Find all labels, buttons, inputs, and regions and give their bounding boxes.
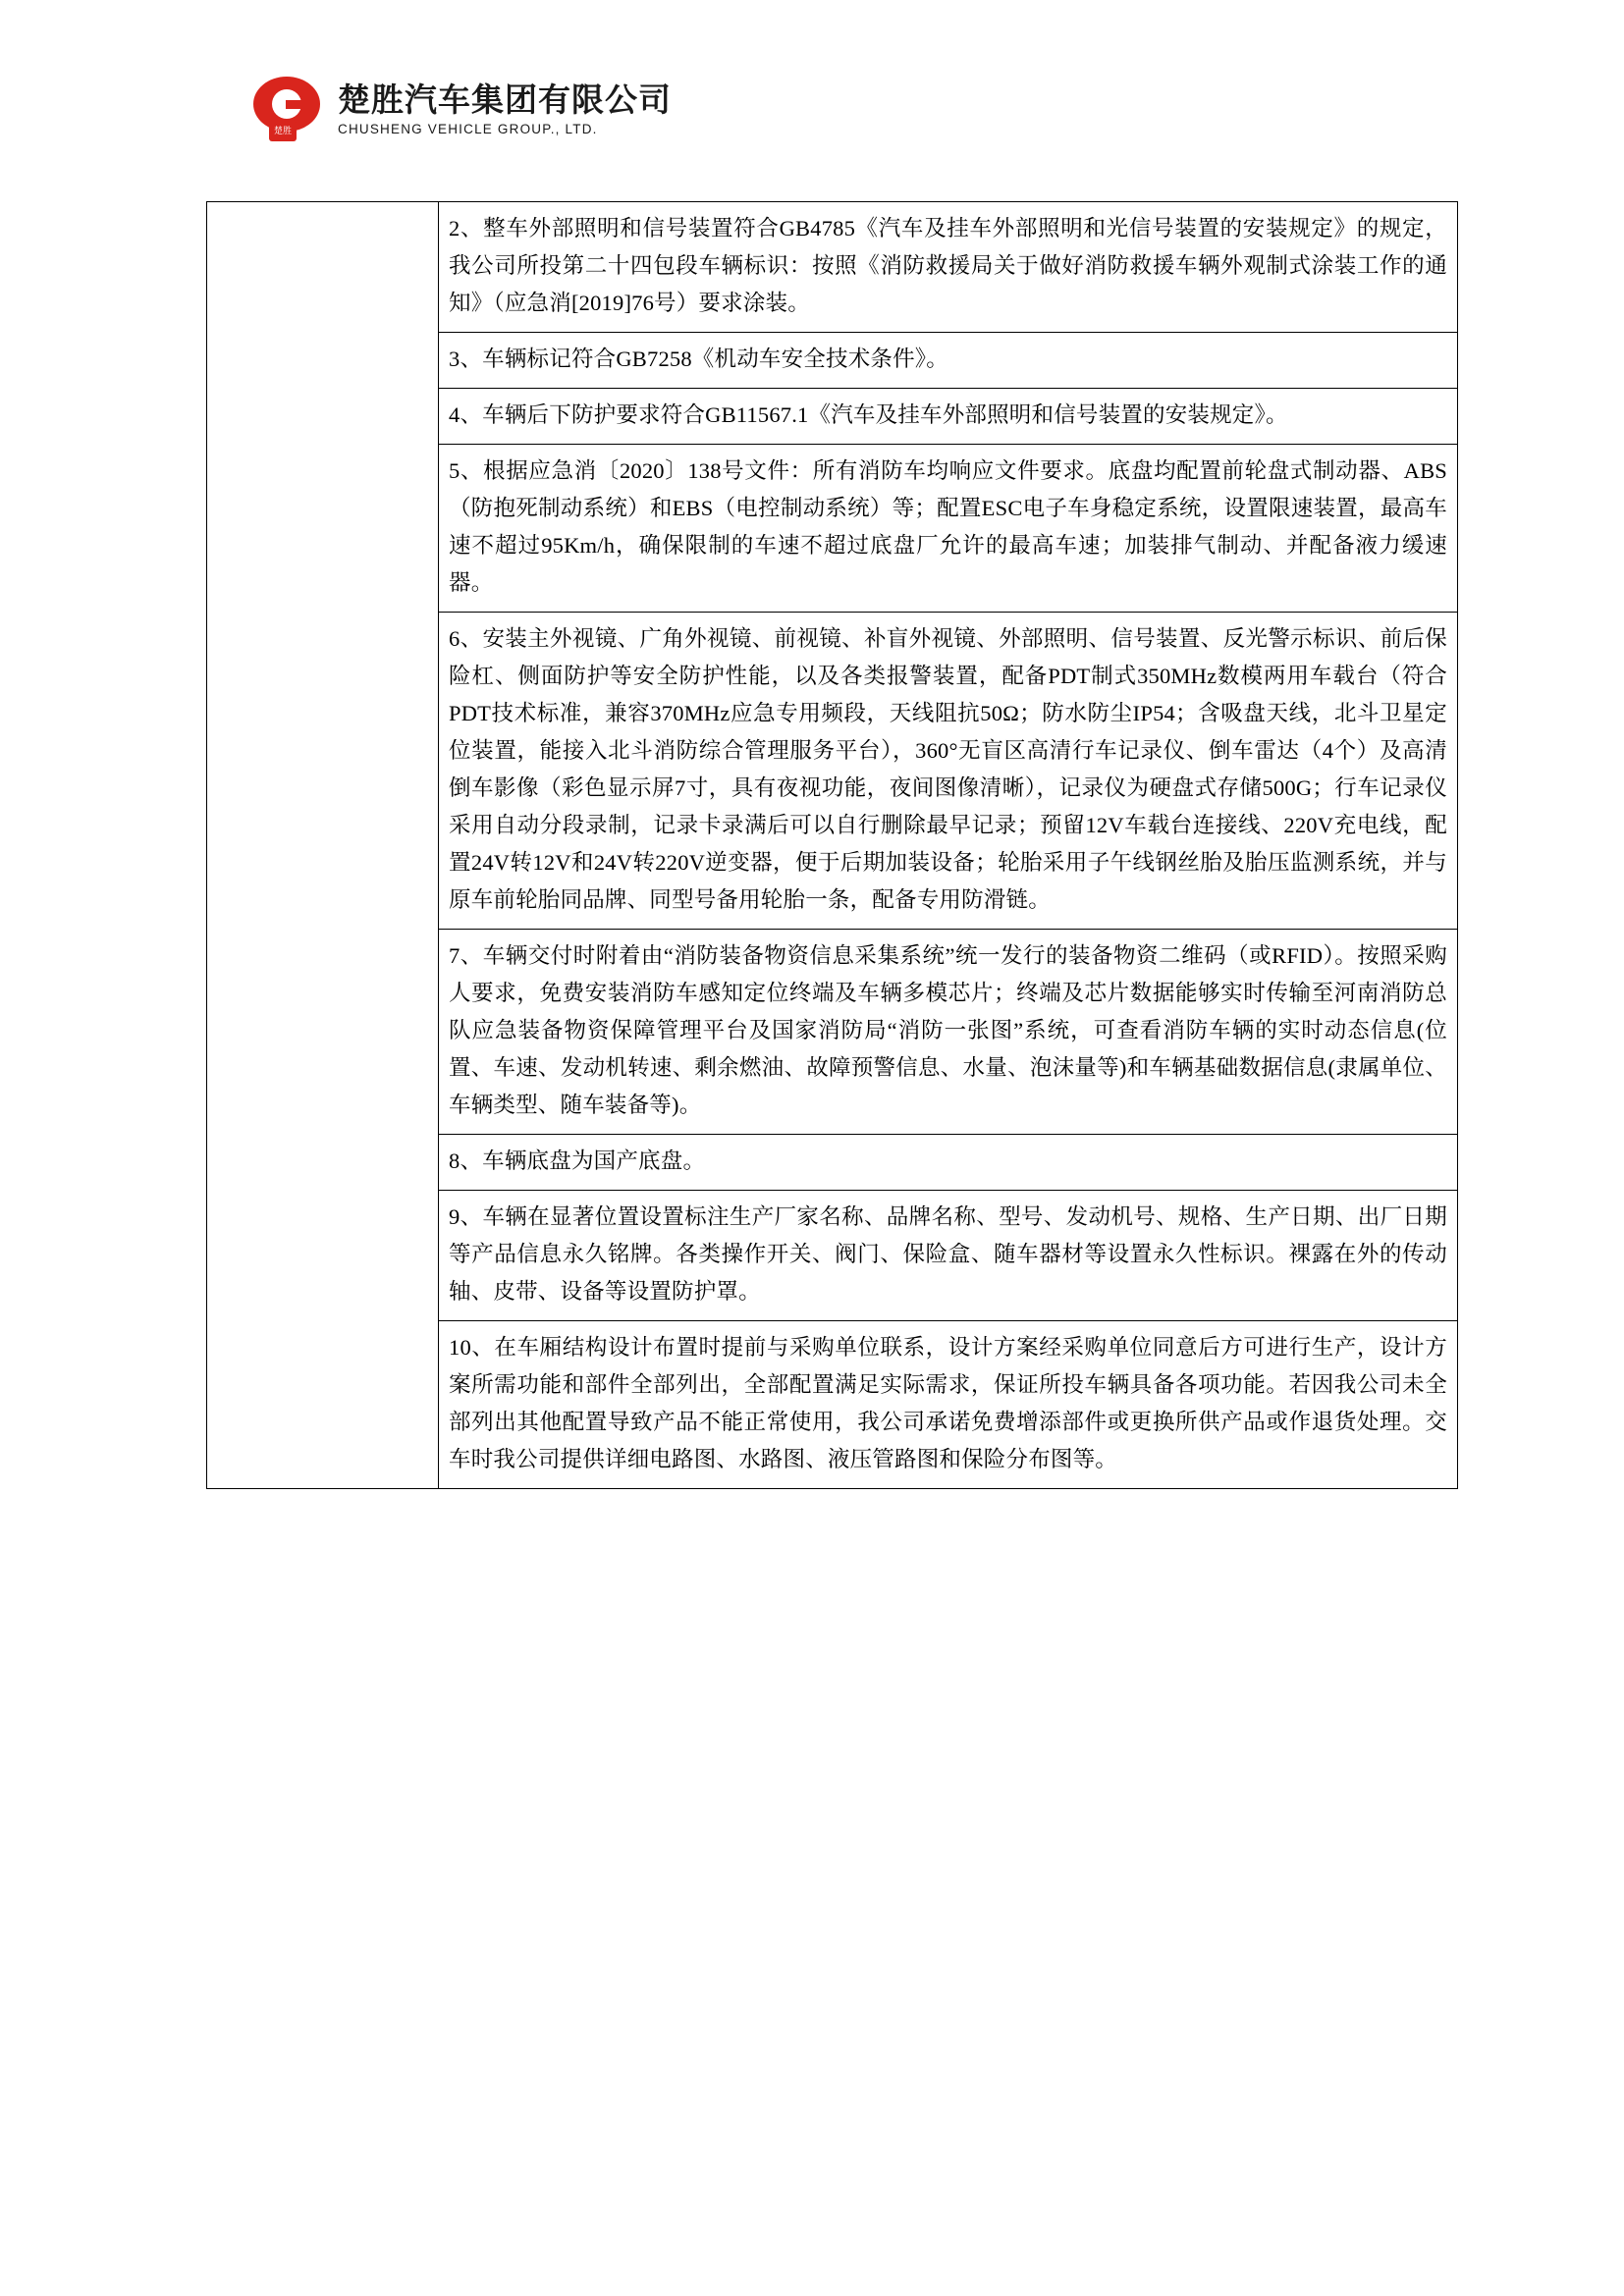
requirement-item-6 xyxy=(439,613,1458,930)
table-row xyxy=(207,202,1458,333)
requirement-item-4 xyxy=(439,389,1458,445)
logo-badge-text: 楚胜 xyxy=(269,120,297,141)
requirement-text: 9、车辆在显著位置设置标注生产厂家名称、品牌名称、型号、发动机号、规格、生产日期、出厂日期等产品信息永久铭牌。各类操作开关、阀门、保险盒、随车器材等设置永久性标识。裸露在外的传动轴、皮带、设备等设置防护罩。 xyxy=(449,1204,1447,1304)
company-header xyxy=(253,77,672,143)
requirement-item-10 xyxy=(439,1321,1458,1489)
requirement-text: 4、车辆后下防护要求符合GB11567.1《汽车及挂车外部照明和信号装置的安装规定》。 xyxy=(449,402,1288,427)
requirements-table xyxy=(206,201,1458,1489)
requirement-text: 8、车辆底盘为国产底盘。 xyxy=(449,1148,706,1173)
requirement-item-3 xyxy=(439,333,1458,389)
requirement-text: 2、整车外部照明和信号装置符合GB4785《汽车及挂车外部照明和光信号装置的安装规定》的规定，我公司所投第二十四包段车辆标识：按照《消防救援局关于做好消防救援车辆外观制式涂装工作的通知》（应急消[2019]76号）要求涂装。 xyxy=(449,216,1447,315)
requirement-item-8 xyxy=(439,1135,1458,1191)
company-name-block xyxy=(338,81,672,138)
requirement-text: 5、根据应急消〔2020〕138号文件：所有消防车均响应文件要求。底盘均配置前轮盘式制动器、ABS（防抱死制动系统）和EBS（电控制动系统）等；配置ESC电子车身稳定系统，设置限速装置，最高车速不超过95Km/h，确保限制的车速不超过底盘厂允许的最高车速；加装排气制动、并配备液力缓速器。 xyxy=(449,458,1447,595)
requirement-item-2 xyxy=(439,202,1458,333)
requirement-text: 10、在车厢结构设计布置时提前与采购单位联系，设计方案经采购单位同意后方可进行生产，设计方案所需功能和部件全部列出，全部配置满足实际需求，保证所投车辆具备各项功能。若因我公司未全部列出其他配置导致产品不能正常使用，我公司承诺免费增添部件或更换所供产品或作退货处理。交车时我公司提供详细电路图、水路图、液压管路图和保险分布图等。 xyxy=(449,1335,1447,1471)
requirement-item-5 xyxy=(439,445,1458,613)
requirement-text: 3、车辆标记符合GB7258《机动车安全技术条件》。 xyxy=(449,347,948,371)
company-name-cn: 楚胜汽车集团有限公司 xyxy=(338,81,672,118)
left-label-cell xyxy=(207,202,439,1489)
chusheng-logo-icon xyxy=(253,77,324,143)
requirement-text: 7、车辆交付时附着由“消防装备物资信息采集系统”统一发行的装备物资二维码（或RFID）。按照采购人要求，免费安装消防车感知定位终端及车辆多模芯片；终端及芯片数据能够实时传输至河南消防总队应急装备物资保障管理平台及国家消防局“消防一张图”系统，可查看消防车辆的实时动态信息(位置、车速、发动机转速、剩余燃油、故障预警信息、水量、泡沫量等)和车辆基础数据信息(隶属单位、车辆类型、随车装备等)。 xyxy=(449,943,1447,1117)
requirement-item-7 xyxy=(439,930,1458,1135)
requirement-item-9 xyxy=(439,1191,1458,1321)
company-name-en: CHUSHENG VEHICLE GROUP., LTD. xyxy=(338,122,598,136)
requirement-text: 6、安装主外视镜、广角外视镜、前视镜、补盲外视镜、外部照明、信号装置、反光警示标识、前后保险杠、侧面防护等安全防护性能，以及各类报警装置，配备PDT制式350MHz数模两用车载台（符合PDT技术标准，兼容370MHz应急专用频段，天线阻抗50Ω；防水防尘IP54；含吸盘天线，北斗卫星定位装置，能接入北斗消防综合管理服务平台），360°无盲区高清行车记录仪、倒车雷达（4个）及高清倒车影像（彩色显示屏7寸，具有夜视功能，夜间图像清晰），记录仪为硬盘式存储500G；行车记录仪采用自动分段录制，记录卡录满后可以自行删除最早记录；预留12V车载台连接线、220V充电线，配置24V转12V和24V转220V逆变器，便于后期加装设备；轮胎采用子午线钢丝胎及胎压监测系统，并与原车前轮胎同品牌、同型号备用轮胎一条，配备专用防滑链。 xyxy=(449,626,1447,912)
